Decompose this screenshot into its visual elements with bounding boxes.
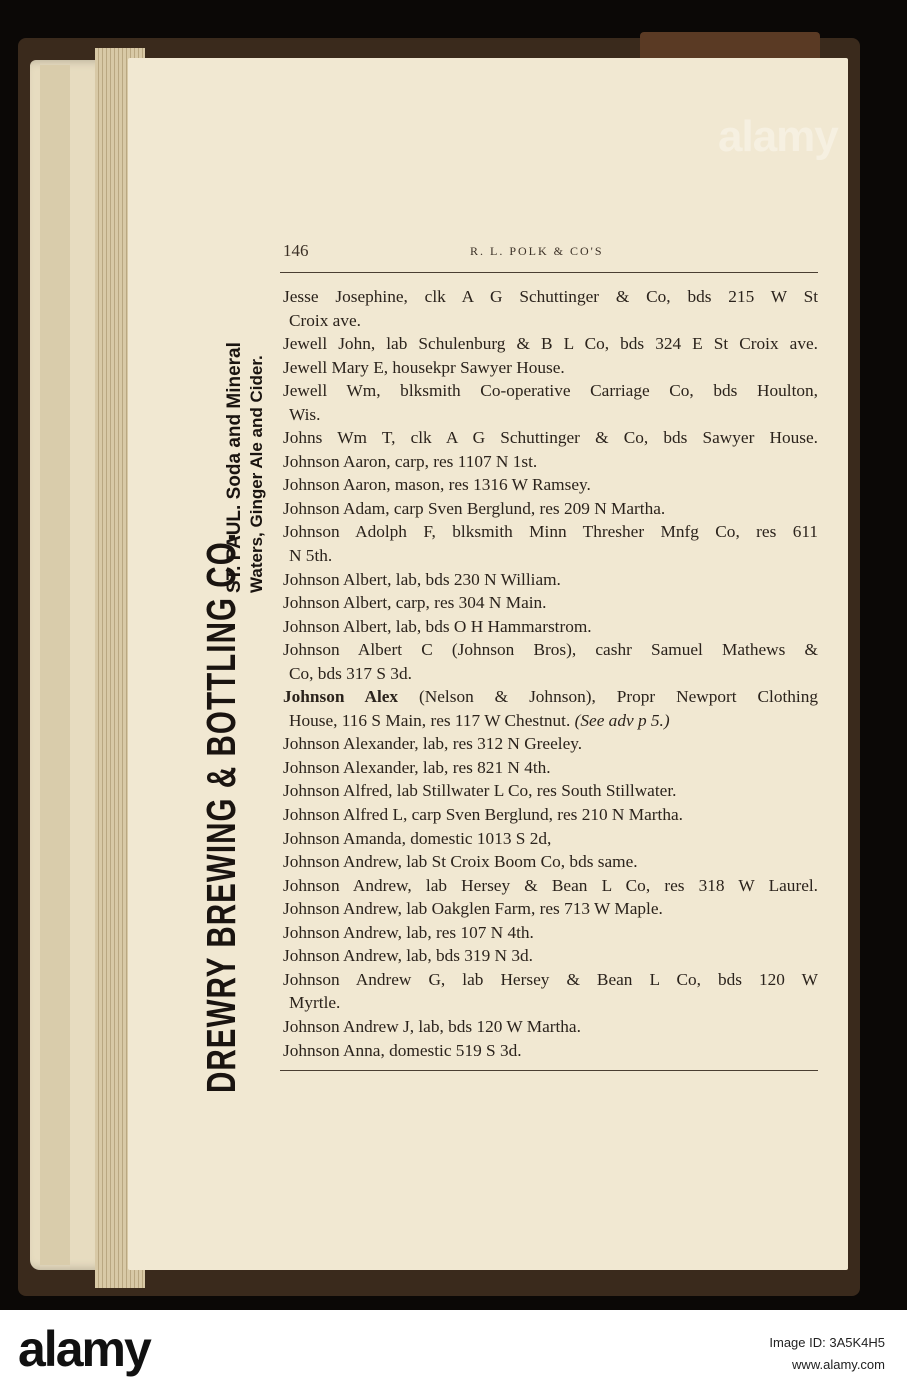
directory-entry-line (283, 968, 818, 992)
line-text: Wis. (289, 404, 321, 424)
entry-continuation-line (283, 709, 818, 733)
side-advertisement (196, 208, 274, 1093)
image-info (769, 1332, 885, 1376)
entry-continuation-line (283, 544, 818, 568)
bold-name: Johnson Alex (283, 687, 399, 707)
line-text: N 5th. (289, 546, 333, 566)
line-text: Johnson Andrew, lab Hersey & Bean L Co, res 318 W Laurel. (283, 875, 818, 895)
directory-entry-line (283, 520, 818, 544)
alamy-logo: alamy (18, 1321, 150, 1377)
line-text: House, 116 S Main, res 117 W Chestnut. (289, 710, 575, 730)
line-text: Johnson Alfred L, carp Sven Berglund, res 210 N Martha. (283, 805, 683, 825)
line-text: Johnson Andrew, lab, bds 319 N 3d. (283, 946, 533, 966)
directory-entry-line (283, 1039, 818, 1063)
directory-entry-line (283, 685, 818, 709)
line-text: Jewell Mary E, housekpr Sawyer House. (283, 357, 565, 377)
directory-entry-line (283, 568, 818, 592)
site-url: www.alamy.com (792, 1357, 885, 1372)
watermark: alamy (718, 112, 838, 161)
left-page-fold (40, 65, 70, 1265)
ad-company-name: DREWRY BREWING & BOTTLING CO. (198, 531, 244, 1093)
directory-entry-line (283, 450, 818, 474)
top-rule (280, 272, 818, 273)
directory-entry-line (283, 473, 818, 497)
directory-entry-line (283, 850, 818, 874)
footer-bar (0, 1310, 907, 1390)
image-id: Image ID: 3A5K4H5 (769, 1335, 885, 1350)
directory-entry-line (283, 426, 818, 450)
entry-continuation-line (283, 662, 818, 686)
line-text: Johnson Amanda, domestic 1013 S 2d, (283, 828, 552, 848)
ad-line-1: ST. PAUL. Soda and Mineral (224, 342, 245, 593)
directory-entries (283, 285, 818, 1062)
line-text: Johnson Albert C (Johnson Bros), cashr Samuel Mathews & (283, 640, 818, 660)
line-text: Johnson Albert, lab, bds 230 N William. (283, 569, 561, 589)
directory-entry-line (283, 591, 818, 615)
directory-entry-line (283, 897, 818, 921)
line-text: Johnson Aaron, mason, res 1316 W Ramsey. (283, 475, 591, 495)
line-text: Johnson Aaron, carp, res 1107 N 1st. (283, 451, 538, 471)
line-text: Jewell Wm, blksmith Co-operative Carriage Co, bds Houlton, (283, 381, 818, 401)
line-text: Co, bds 317 S 3d. (289, 663, 412, 683)
directory-entry-line (283, 332, 818, 356)
directory-entry-line (283, 803, 818, 827)
line-text: Johnson Andrew, lab Oakglen Farm, res 713 W Maple. (283, 899, 663, 919)
line-text: Myrtle. (289, 993, 341, 1013)
directory-entry-line (283, 615, 818, 639)
directory-entry-line (283, 827, 818, 851)
directory-entry-line (283, 638, 818, 662)
running-title: R. L. POLK & CO'S (470, 244, 604, 258)
line-text: Jesse Josephine, clk A G Schuttinger & Co, bds 215 W St (283, 287, 818, 306)
line-text: Johnson Andrew, lab, res 107 N 4th. (283, 922, 534, 942)
entry-continuation-line (283, 991, 818, 1015)
directory-entry-line (283, 1015, 818, 1039)
line-text: Johnson Alexander, lab, res 312 N Greeley. (283, 734, 583, 754)
page-number: 146 (283, 241, 309, 260)
directory-entry-line (283, 285, 818, 309)
directory-entry-line (283, 356, 818, 380)
bottom-rule (280, 1070, 818, 1071)
directory-entry-line (283, 779, 818, 803)
ad-line-2: Waters, Ginger Ale and Cider. (247, 355, 266, 593)
advert-reference: (See adv p 5.) (574, 710, 670, 730)
line-text: Croix ave. (289, 310, 361, 330)
directory-entry-line (283, 379, 818, 403)
line-text: Johnson Albert, carp, res 304 N Main. (283, 593, 547, 613)
line-text: Jewell John, lab Schulenburg & B L Co, bds 324 E St Croix ave. (283, 334, 818, 354)
directory-entry-line (283, 756, 818, 780)
line-text: Johnson Albert, lab, bds O H Hammarstrom. (283, 616, 592, 636)
entry-continuation-line (283, 403, 818, 427)
line-text: Johnson Alexander, lab, res 821 N 4th. (283, 757, 551, 777)
directory-entry-line (283, 732, 818, 756)
line-text: Johnson Andrew G, lab Hersey & Bean L Co, bds 120 W (283, 969, 818, 989)
line-text: Johnson Adolph F, blksmith Minn Thresher Mnfg Co, res 611 (283, 522, 818, 542)
line-text: Johnson Alfred, lab Stillwater L Co, res South Stillwater. (283, 781, 677, 801)
line-text: Johns Wm T, clk A G Schuttinger & Co, bds Sawyer House. (283, 428, 818, 448)
line-text: (Nelson & Johnson), Propr Newport Clothing (398, 687, 818, 707)
directory-entry-line (283, 874, 818, 898)
directory-entry-line (283, 497, 818, 521)
line-text: Johnson Anna, domestic 519 S 3d. (283, 1040, 522, 1060)
entry-continuation-line (283, 309, 818, 333)
line-text: Johnson Andrew, lab St Croix Boom Co, bds same. (283, 852, 638, 872)
line-text: Johnson Adam, carp Sven Berglund, res 209 N Martha. (283, 498, 666, 518)
directory-entry-line (283, 921, 818, 945)
line-text: Johnson Andrew J, lab, bds 120 W Martha. (283, 1016, 581, 1036)
directory-entry-line (283, 944, 818, 968)
